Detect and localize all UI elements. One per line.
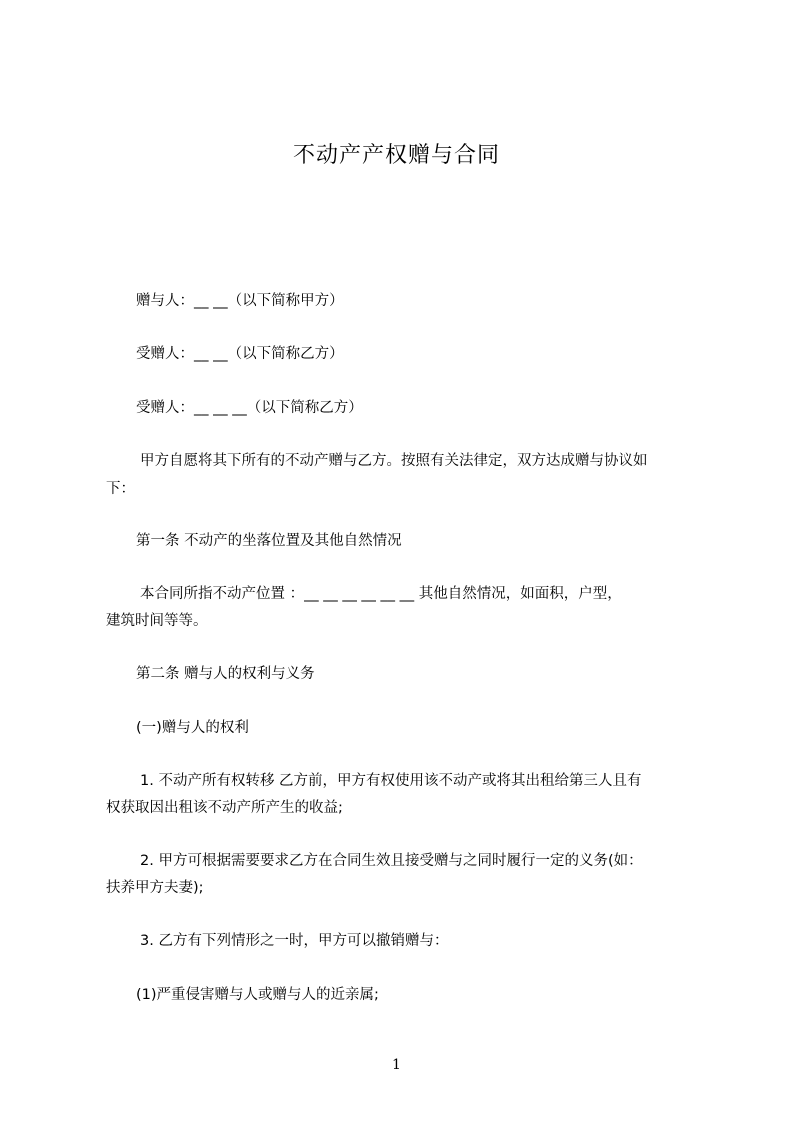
- sub-item-1-line: (1)严重侵害赠与人或赠与人的近亲属;: [136, 987, 379, 1003]
- section-1-heading: (一)赠与人的权利: [136, 720, 249, 736]
- item-2-line-1: 2. 甲方可根据需要要求乙方在合同生效且接受赠与之同时履行一定的义务(如：: [140, 853, 643, 869]
- article-1-heading: 第一条 不动产的坐落位置及其他自然情况: [136, 533, 402, 549]
- item-3-line: 3. 乙方有下列情形之一时，甲方可以撤销赠与：: [140, 933, 449, 949]
- preamble-line-2: 下：: [106, 481, 135, 497]
- item-1-line-1: 1. 不动产所有权转移 乙方前，甲方有权使用该不动产或将其出租给第三人且有: [140, 773, 642, 789]
- preamble-line-1: 甲方自愿将其下所有的不动产赠与乙方。按照有关法律定，双方达成赠与协议如: [140, 453, 648, 469]
- donee-line: 受赠人：__ __（以下简称乙方）: [136, 346, 344, 362]
- item-2-line-2: 扶养甲方夫妻);: [106, 880, 204, 896]
- donee-line-2: 受赠人：__ __ __（以下简称乙方）: [136, 400, 363, 416]
- location-line-2: 建筑时间等等。: [106, 613, 208, 629]
- donor-line: 赠与人：__ __（以下简称甲方）: [136, 293, 344, 309]
- page-number: 1: [392, 1057, 401, 1073]
- article-2-heading: 第二条 赠与人的权利与义务: [136, 666, 315, 682]
- document-title: 不动产产权赠与合同: [292, 143, 500, 168]
- location-line-1: 本合同所指不动产位置 ：__ __ __ __ __ __ 其他自然情况，如面积，户型，: [140, 586, 622, 602]
- item-1-line-2: 权获取因出租该不动产所产生的收益;: [106, 800, 343, 816]
